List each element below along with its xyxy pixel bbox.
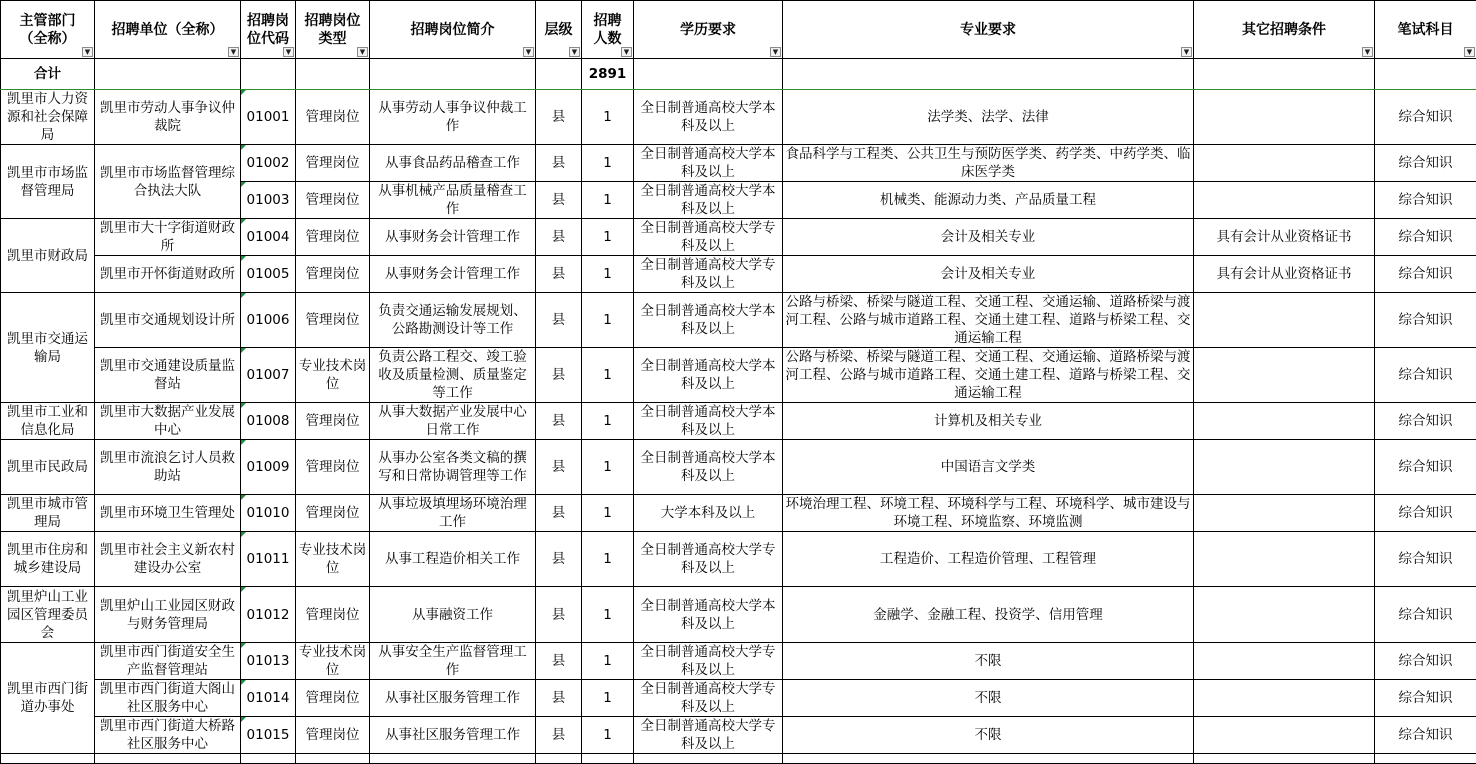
level-cell: 县 [536,348,582,403]
unit-cell: 凯里市交通建设质量监督站 [95,348,241,403]
level-cell: 县 [536,717,582,754]
code-cell: 01005 [241,256,296,293]
major-cell: 法学类、法学、法律 [783,90,1194,145]
type-cell: 管理岗位 [296,440,370,495]
comment-indicator [241,495,246,500]
unit-cell: 凯里市开怀街道财政所 [95,256,241,293]
dept-cell: 凯里市城市管理局 [1,495,95,532]
other-cell [1194,182,1375,219]
header-count: 招聘 人数 ▼ [582,1,634,59]
table-row[interactable] [1,145,1476,182]
filter-dropdown-icon[interactable]: ▼ [621,47,632,57]
table-row[interactable] [1,293,1476,348]
exam-cell: 综合知识 [1375,145,1476,182]
level-cell: 县 [536,587,582,643]
exam-cell: 综合知识 [1375,440,1476,495]
type-cell: 管理岗位 [296,90,370,145]
intro-cell: 负责公路工程交、竣工验收及质量检测、质量鉴定等工作 [370,348,536,403]
intro-cell: 从事社区服务管理工作 [370,717,536,754]
major-cell: 金融学、金融工程、投资学、信用管理 [783,587,1194,643]
filter-dropdown-icon[interactable]: ▼ [283,47,294,57]
comment-indicator [241,219,246,224]
header-intro: 招聘岗位简介 ▼ [370,1,536,59]
exam-cell: 综合知识 [1375,403,1476,440]
table-row[interactable] [1,643,1476,680]
other-cell [1194,145,1375,182]
unit-cell: 凯里市大数据产业发展中心 [95,403,241,440]
unit-cell: 凯里市西门街道大桥路社区服务中心 [95,717,241,754]
table-row[interactable] [1,219,1476,256]
table-row[interactable] [1,348,1476,403]
level-cell: 县 [536,532,582,587]
edu-cell: 全日制普通高校大学本科及以上 [634,587,783,643]
other-cell [1194,495,1375,532]
code-cell: 01001 [241,90,296,145]
table-row[interactable] [1,256,1476,293]
table-row[interactable] [1,587,1476,643]
dept-cell: 凯里市人力资源和社会保障局 [1,90,95,145]
other-cell [1194,348,1375,403]
intro-cell: 从事垃圾填埋场环境治理工作 [370,495,536,532]
type-cell: 管理岗位 [296,182,370,219]
other-cell [1194,643,1375,680]
exam-cell: 综合知识 [1375,182,1476,219]
other-cell [1194,403,1375,440]
count-cell: 1 [582,532,634,587]
filter-dropdown-icon[interactable]: ▼ [357,47,368,57]
code-cell: 01011 [241,532,296,587]
comment-indicator [241,643,246,648]
edu-cell: 全日制普通高校大学专科及以上 [634,643,783,680]
filter-dropdown-icon[interactable]: ▼ [770,47,781,57]
major-cell: 环境治理工程、环境工程、环境科学与工程、环境科学、城市建设与环境工程、环境监察、环境监测 [783,495,1194,532]
total-label: 合计 [1,59,95,90]
count-cell: 1 [582,587,634,643]
exam-cell: 综合知识 [1375,717,1476,754]
count-cell: 1 [582,182,634,219]
type-cell: 专业技术岗位 [296,643,370,680]
count-cell: 1 [582,680,634,717]
level-cell: 县 [536,90,582,145]
header-type: 招聘岗位 类型 ▼ [296,1,370,59]
edu-cell: 全日制普通高校大学本科及以上 [634,403,783,440]
intro-cell: 从事劳动人事争议仲裁工作 [370,90,536,145]
unit-cell: 凯里市市场监督管理综合执法大队 [95,145,241,219]
header-row [1,1,1476,59]
other-cell [1194,90,1375,145]
table-row[interactable] [1,680,1476,717]
intro-cell: 从事机械产品质量稽查工作 [370,182,536,219]
comment-indicator [241,90,246,95]
level-cell: 县 [536,256,582,293]
major-cell: 不限 [783,643,1194,680]
other-cell: 具有会计从业资格证书 [1194,219,1375,256]
filter-dropdown-icon[interactable]: ▼ [1362,47,1373,57]
unit-cell: 凯里市社会主义新农村建设办公室 [95,532,241,587]
edu-cell: 全日制普通高校大学本科及以上 [634,182,783,219]
major-cell: 会计及相关专业 [783,256,1194,293]
intro-cell: 从事融资工作 [370,587,536,643]
dept-cell: 凯里市工业和信息化局 [1,403,95,440]
major-cell: 公路与桥梁、桥梁与隧道工程、交通工程、交通运输、道路桥梁与渡河工程、公路与城市道路工程、交通土建工程、道路与桥梁工程、交通运输工程 [783,293,1194,348]
comment-indicator [241,348,246,353]
filter-dropdown-icon[interactable]: ▼ [228,47,239,57]
unit-cell: 凯里市大十字街道财政所 [95,219,241,256]
count-cell: 1 [582,145,634,182]
filter-dropdown-icon[interactable]: ▼ [569,47,580,57]
count-cell: 1 [582,717,634,754]
type-cell: 管理岗位 [296,145,370,182]
intro-cell: 从事财务会计管理工作 [370,256,536,293]
intro-cell: 从事安全生产监督管理工作 [370,643,536,680]
table-row[interactable] [1,495,1476,532]
header-level: 层级 ▼ [536,1,582,59]
exam-cell: 综合知识 [1375,293,1476,348]
code-cell: 01002 [241,145,296,182]
unit-cell: 凯里市西门街道大阁山社区服务中心 [95,680,241,717]
count-cell: 1 [582,403,634,440]
level-cell: 县 [536,145,582,182]
unit-cell: 凯里市西门街道安全生产监督管理站 [95,643,241,680]
major-cell: 中国语言文学类 [783,440,1194,495]
dept-cell: 凯里市西门街道办事处 [1,643,95,754]
count-cell: 1 [582,440,634,495]
comment-indicator [241,256,246,261]
level-cell: 县 [536,495,582,532]
intro-cell: 从事大数据产业发展中心日常工作 [370,403,536,440]
comment-indicator [241,182,246,187]
table-row[interactable] [1,440,1476,495]
count-cell: 1 [582,90,634,145]
level-cell: 县 [536,219,582,256]
level-cell: 县 [536,293,582,348]
code-cell: 01006 [241,293,296,348]
exam-cell: 综合知识 [1375,219,1476,256]
type-cell: 管理岗位 [296,495,370,532]
dept-cell: 凯里炉山工业园区管理委员会 [1,587,95,643]
type-cell: 管理岗位 [296,219,370,256]
code-cell: 01015 [241,717,296,754]
comment-indicator [241,587,246,592]
total-row [1,59,1476,90]
other-cell [1194,680,1375,717]
edu-cell: 全日制普通高校大学专科及以上 [634,219,783,256]
edu-cell: 全日制普通高校大学专科及以上 [634,680,783,717]
unit-cell: 凯里市交通规划设计所 [95,293,241,348]
major-cell: 计算机及相关专业 [783,403,1194,440]
exam-cell: 综合知识 [1375,256,1476,293]
type-cell: 管理岗位 [296,403,370,440]
filter-dropdown-icon[interactable]: ▼ [523,47,534,57]
level-cell: 县 [536,403,582,440]
code-cell: 01009 [241,440,296,495]
header-edu: 学历要求 ▼ [634,1,783,59]
other-cell [1194,293,1375,348]
edu-cell: 大学本科及以上 [634,495,783,532]
code-cell: 01003 [241,182,296,219]
major-cell: 食品科学与工程类、公共卫生与预防医学类、药学类、中药学类、临床医学类 [783,145,1194,182]
total-count: 2891 [582,59,634,90]
major-cell: 不限 [783,680,1194,717]
exam-cell: 综合知识 [1375,587,1476,643]
code-cell: 01014 [241,680,296,717]
level-cell: 县 [536,680,582,717]
type-cell: 管理岗位 [296,587,370,643]
exam-cell: 综合知识 [1375,643,1476,680]
count-cell: 1 [582,293,634,348]
unit-cell: 凯里炉山工业园区财政与财务管理局 [95,587,241,643]
intro-cell: 从事财务会计管理工作 [370,219,536,256]
intro-cell: 从事社区服务管理工作 [370,680,536,717]
count-cell: 1 [582,348,634,403]
major-cell: 公路与桥梁、桥梁与隧道工程、交通工程、交通运输、道路桥梁与渡河工程、公路与城市道路工程、交通土建工程、道路与桥梁工程、交通运输工程 [783,348,1194,403]
dept-cell: 凯里市市场监督管理局 [1,145,95,219]
comment-indicator [241,145,246,150]
unit-cell: 凯里市环境卫生管理处 [95,495,241,532]
type-cell: 管理岗位 [296,680,370,717]
filter-dropdown-icon[interactable]: ▼ [1464,47,1475,57]
unit-cell: 凯里市流浪乞讨人员救助站 [95,440,241,495]
exam-cell: 综合知识 [1375,680,1476,717]
comment-indicator [241,532,246,537]
edu-cell: 全日制普通高校大学本科及以上 [634,90,783,145]
level-cell: 县 [536,643,582,680]
code-cell: 01004 [241,219,296,256]
type-cell: 管理岗位 [296,717,370,754]
edu-cell: 全日制普通高校大学本科及以上 [634,440,783,495]
level-cell: 县 [536,440,582,495]
edu-cell: 全日制普通高校大学本科及以上 [634,348,783,403]
other-cell [1194,532,1375,587]
other-cell [1194,587,1375,643]
comment-indicator [241,680,246,685]
exam-cell: 综合知识 [1375,90,1476,145]
level-cell: 县 [536,182,582,219]
header-major: 专业要求 ▼ [783,1,1194,59]
exam-cell: 综合知识 [1375,495,1476,532]
type-cell: 管理岗位 [296,293,370,348]
table-row-partial [1,754,1476,764]
exam-cell: 综合知识 [1375,348,1476,403]
comment-indicator [241,293,246,298]
unit-cell: 凯里市劳动人事争议仲裁院 [95,90,241,145]
header-exam: 笔试科目 ▼ [1375,1,1476,59]
code-cell: 01008 [241,403,296,440]
type-cell: 专业技术岗位 [296,532,370,587]
intro-cell: 从事工程造价相关工作 [370,532,536,587]
intro-cell: 从事办公室各类文稿的撰写和日常协调管理等工作 [370,440,536,495]
edu-cell: 全日制普通高校大学专科及以上 [634,532,783,587]
major-cell: 机械类、能源动力类、产品质量工程 [783,182,1194,219]
code-cell: 01007 [241,348,296,403]
table-row[interactable] [1,403,1476,440]
comment-indicator [241,717,246,722]
count-cell: 1 [582,256,634,293]
intro-cell: 负责交通运输发展规划、公路勘测设计等工作 [370,293,536,348]
type-cell: 专业技术岗位 [296,348,370,403]
dept-cell: 凯里市住房和城乡建设局 [1,532,95,587]
table-row[interactable] [1,532,1476,587]
major-cell: 会计及相关专业 [783,219,1194,256]
dept-cell: 凯里市民政局 [1,440,95,495]
edu-cell: 全日制普通高校大学专科及以上 [634,717,783,754]
major-cell: 工程造价、工程造价管理、工程管理 [783,532,1194,587]
other-cell [1194,440,1375,495]
count-cell: 1 [582,643,634,680]
count-cell: 1 [582,495,634,532]
filter-dropdown-icon[interactable]: ▼ [1181,47,1192,57]
type-cell: 管理岗位 [296,256,370,293]
intro-cell: 从事食品药品稽查工作 [370,145,536,182]
filter-dropdown-icon[interactable]: ▼ [82,47,93,57]
edu-cell: 全日制普通高校大学专科及以上 [634,256,783,293]
header-other: 其它招聘条件 ▼ [1194,1,1375,59]
code-cell: 01013 [241,643,296,680]
table-row[interactable] [1,90,1476,145]
header-code: 招聘岗 位代码 ▼ [241,1,296,59]
other-cell: 具有会计从业资格证书 [1194,256,1375,293]
dept-cell: 凯里市财政局 [1,219,95,293]
count-cell: 1 [582,219,634,256]
header-unit: 招聘单位（全称） ▼ [95,1,241,59]
header-dept: 主管部门 （全称） ▼ [1,1,95,59]
edu-cell: 全日制普通高校大学本科及以上 [634,145,783,182]
edu-cell: 全日制普通高校大学本科及以上 [634,293,783,348]
dept-cell: 凯里市交通运输局 [1,293,95,403]
major-cell: 不限 [783,717,1194,754]
code-cell: 01012 [241,587,296,643]
code-cell: 01010 [241,495,296,532]
comment-indicator [241,440,246,445]
exam-cell: 综合知识 [1375,532,1476,587]
comment-indicator [241,403,246,408]
